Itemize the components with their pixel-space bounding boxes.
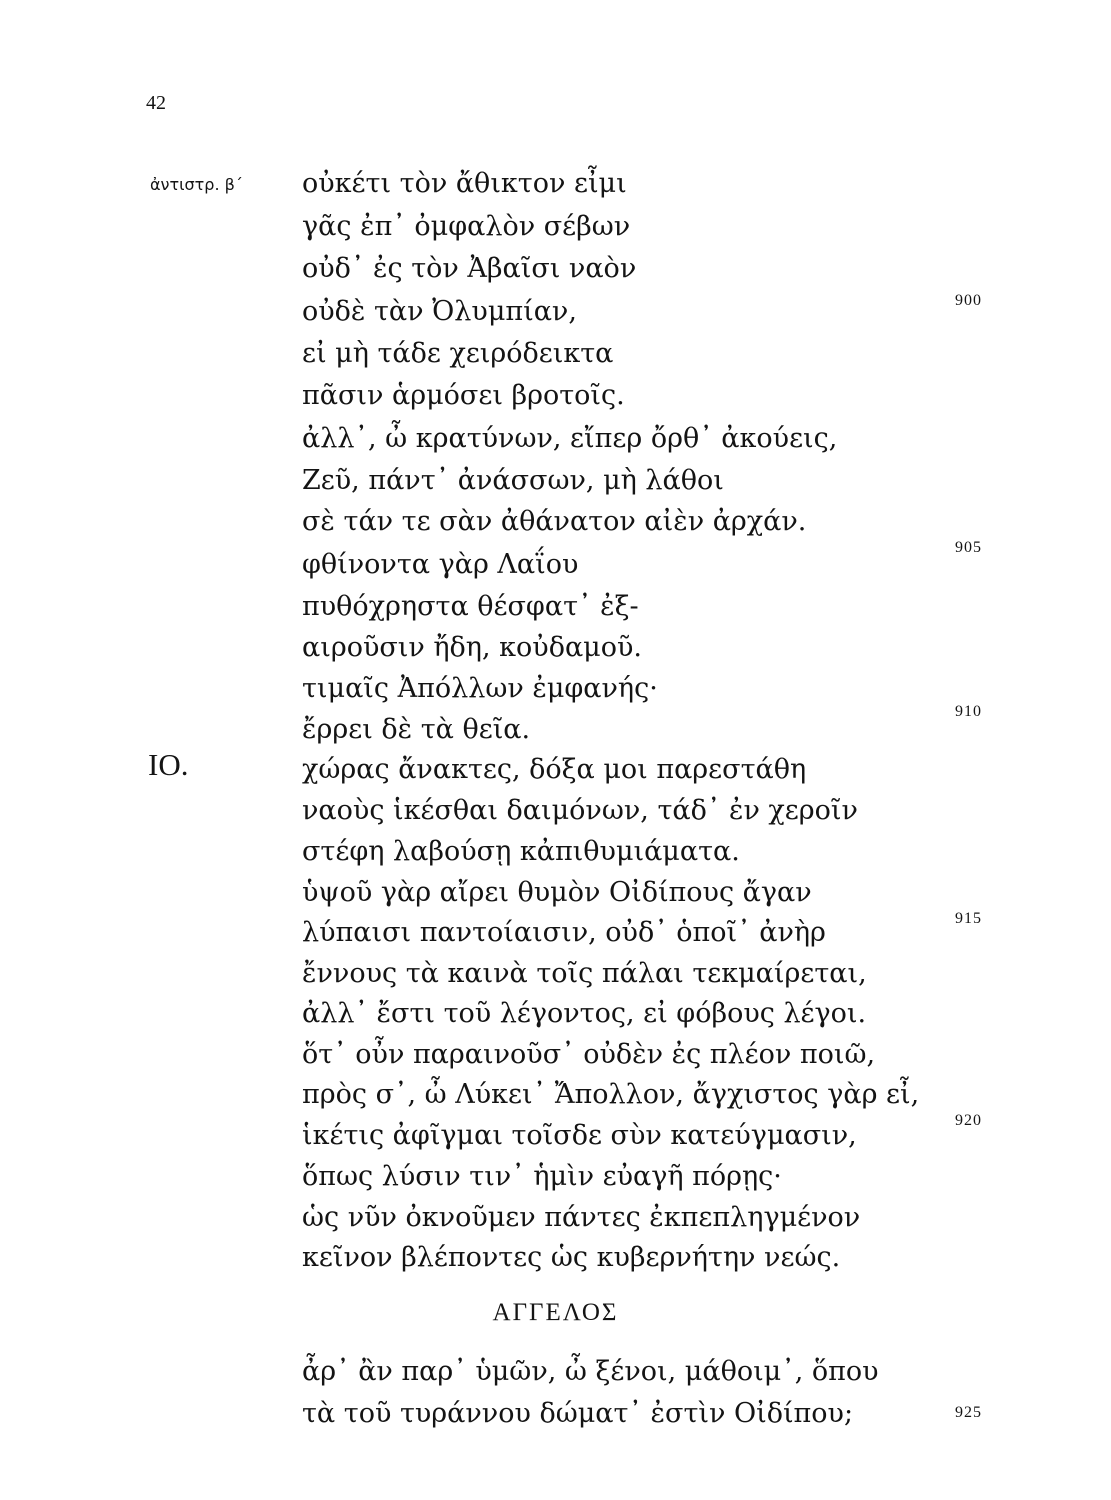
verse-line: ὅπως λύσιν τιν᾽ ἡμὶν εὐαγῆ πόρῃς· bbox=[302, 1161, 782, 1192]
verse-line: ἔννους τὰ καινὰ τοῖς πάλαι τεκμαίρεται, bbox=[302, 958, 867, 989]
line-number: 900 bbox=[955, 292, 982, 309]
verse-line: σὲ τάν τε σὰν ἀθάνατον αἰὲν ἀρχάν. bbox=[302, 506, 807, 537]
verse-line: ναοὺς ἱκέσθαι δαιμόνων, τάδ᾽ ἐν χεροῖν bbox=[302, 795, 858, 826]
verse-line: Ζεῦ, πάντ᾽ ἀνάσσων, μὴ λάθοι bbox=[302, 465, 724, 496]
verse-line: τὰ τοῦ τυράννου δώματ᾽ ἐστὶν Οἰδίπου; bbox=[302, 1398, 854, 1429]
speaker-heading: ΑΓΓΕΛΟΣ bbox=[492, 1299, 619, 1326]
verse-line: εἰ μὴ τάδε χειρόδεικτα bbox=[302, 338, 614, 369]
verse-line: οὐδὲ τὰν Ὀλυμπίαν, bbox=[302, 296, 577, 327]
verse-line: ἀλλ᾽, ὦ κρατύνων, εἴπερ ὄρθ᾽ ἀκούεις, bbox=[302, 423, 838, 454]
verse-line: ἔρρει δὲ τὰ θεῖα. bbox=[302, 714, 531, 745]
verse-line: πρὸς σ᾽, ὦ Λύκει᾽ Ἄπολλον, ἄγχιστος γὰρ εἶ, bbox=[302, 1079, 920, 1110]
page-number: 42 bbox=[146, 92, 166, 114]
verse-line: ἱκέτις ἀφῖγμαι τοῖσδε σὺν κατεύγμασιν, bbox=[302, 1120, 857, 1151]
line-number: 910 bbox=[955, 703, 982, 720]
verse-line: πᾶσιν ἁρμόσει βροτοῖς. bbox=[302, 380, 625, 411]
section-number: IO. bbox=[148, 747, 189, 782]
verse-line: τιμαῖς Ἀπόλλων ἐμφανής· bbox=[302, 673, 658, 704]
verse-line: κεῖνον βλέποντες ὡς κυβερνήτην νεώς. bbox=[302, 1242, 841, 1273]
line-number: 920 bbox=[955, 1112, 982, 1129]
verse-line: ἀλλ᾽ ἔστι τοῦ λέγοντος, εἰ φόβους λέγοι. bbox=[302, 998, 867, 1029]
verse-line: ὑψοῦ γὰρ αἴρει θυμὸν Οἰδίπους ἄγαν bbox=[302, 877, 812, 908]
verse-line: στέφη λαβούσῃ κἀπιθυμιάματα. bbox=[302, 836, 740, 867]
verse-line: γᾶς ἐπ᾽ ὀμφαλὸν σέβων bbox=[302, 211, 631, 242]
verse-line: φθίνοντα γὰρ Λαΐου bbox=[302, 549, 579, 580]
verse-line: χώρας ἄνακτες, δόξα μοι παρεστάθη bbox=[302, 754, 807, 785]
verse-line: αιροῦσιν ἤδη, κοὐδαμοῦ. bbox=[302, 632, 642, 663]
verse-line: οὐδ᾽ ἐς τὸν Ἀβαῖσι ναὸν bbox=[302, 253, 637, 284]
verse-line: οὐκέτι τὸν ἄθικτον εἶμι bbox=[302, 168, 627, 199]
line-number: 925 bbox=[955, 1404, 982, 1421]
verse-line: λύπαισι παντοίαισιν, οὐδ᾽ ὁποῖ᾽ ἀνὴρ bbox=[302, 917, 826, 948]
verse-line: πυθόχρηστα θέσφατ᾽ ἐξ- bbox=[302, 591, 639, 622]
verse-line: ὅτ᾽ οὖν παραινοῦσ᾽ οὐδὲν ἐς πλέον ποιῶ, bbox=[302, 1039, 876, 1070]
section-label: ἀντιστρ. β΄ bbox=[150, 175, 243, 194]
verse-line: ἆρ᾽ ἂν παρ᾽ ὑμῶν, ὦ ξένοι, μάθοιμ᾽, ὅπου bbox=[302, 1356, 879, 1387]
line-number: 905 bbox=[955, 539, 982, 556]
verse-line: ὡς νῦν ὀκνοῦμεν πάντες ἐκπεπληγμένον bbox=[302, 1202, 861, 1233]
line-number: 915 bbox=[955, 910, 982, 927]
